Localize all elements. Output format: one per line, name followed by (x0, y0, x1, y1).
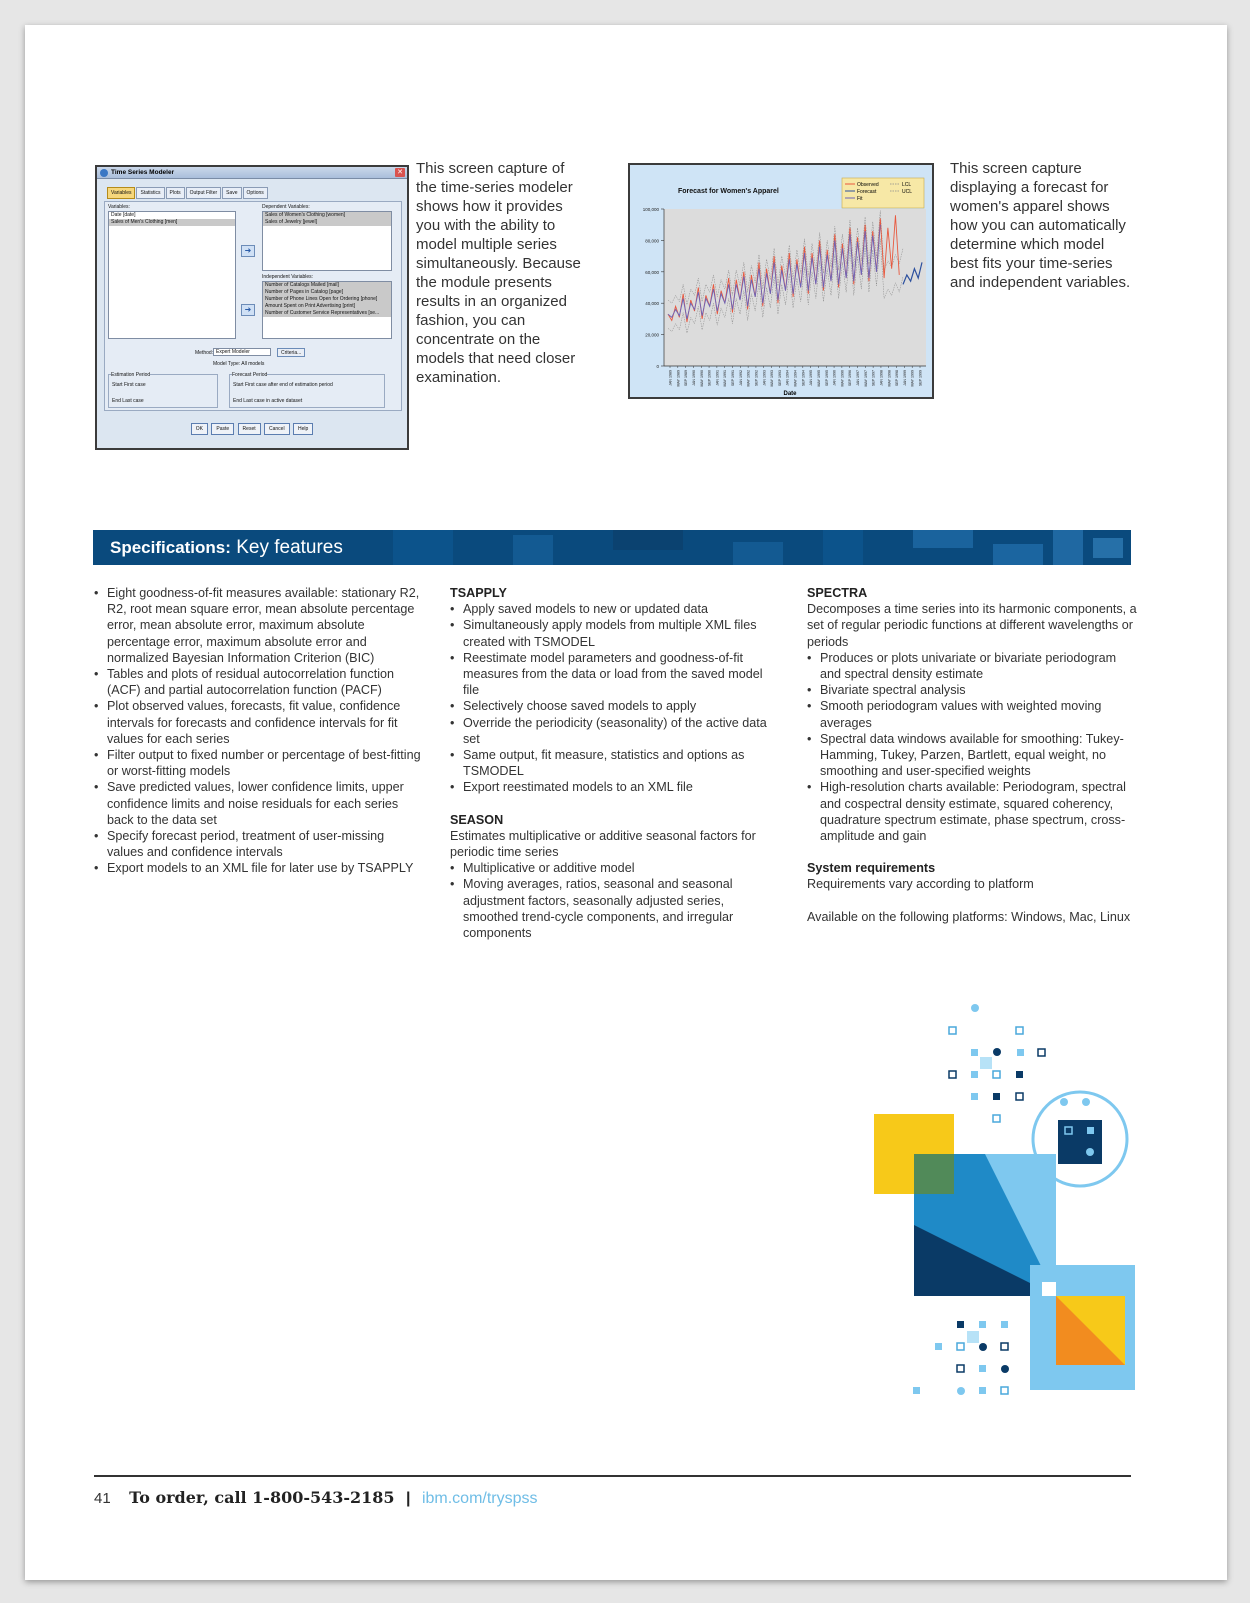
tab-save[interactable]: Save (222, 187, 241, 199)
plot-area (664, 209, 926, 366)
paste-button[interactable]: Paste (211, 423, 234, 435)
x-tick-label: JAN 1993 (762, 370, 767, 386)
variables-label: Variables: (108, 204, 130, 210)
ok-button[interactable]: OK (191, 423, 208, 435)
help-button[interactable]: Help (293, 423, 313, 435)
banner-title (110, 537, 343, 559)
decorative-squares-graphic (845, 995, 1135, 1405)
forecast-period-label: Forecast Period (232, 372, 268, 378)
independent-label: Independent Variables: (262, 274, 314, 280)
y-tick-label: 40,000 (645, 301, 659, 307)
list-item[interactable]: Number of Pages in Catalog [page] (263, 289, 391, 296)
forecast-start: Start First case after end of estimation period (233, 382, 333, 388)
list-item: • Produces or plots univariate or bivariate periodogram and spectral density estimate (807, 650, 1137, 682)
time-series-modeler-screenshot (95, 165, 409, 450)
app-icon (100, 169, 108, 177)
x-tick-label: JAN 1991 (715, 370, 720, 386)
spectra-heading: SPECTRA (807, 586, 868, 600)
list-item[interactable]: Sales of Men's Clothing [men] (109, 219, 235, 226)
platforms-text: Available on the following platforms: Windows, Mac, Linux (807, 909, 1131, 924)
x-tick-label: SEP 1994 (801, 370, 806, 387)
column-spectra (807, 585, 1137, 925)
tsapply-heading: TSAPPLY (450, 586, 507, 600)
list-item[interactable]: Number of Customer Service Representatives [se... (263, 310, 391, 317)
move-to-independent-button[interactable]: ➜ (241, 304, 255, 316)
column-features (94, 585, 422, 877)
spectra-list (807, 650, 1137, 844)
season-heading: SEASON (450, 812, 504, 827)
list-item: • Export models to an XML file for later use by TSAPPLY (94, 860, 422, 876)
list-item: • Smooth periodogram values with weighted moving averages (807, 698, 1137, 730)
list-item: • Plot observed values, forecasts, fit value, confidence intervals for forecasts and confidence intervals for fit values for each series (94, 698, 422, 747)
list-item: • Apply saved models to new or updated data (450, 601, 780, 617)
specifications-banner (93, 530, 1131, 565)
x-tick-label: JAN 1999 (902, 370, 907, 386)
list-item[interactable]: Amount Spent on Print Advertising [print] (263, 303, 391, 310)
dependent-list[interactable] (262, 211, 392, 271)
list-item: • Moving averages, ratios, seasonal and seasonal adjustment factors, seasonally adjusted series, smoothed trend-cycle components, and irregular components (450, 876, 780, 941)
list-item: • Specify forecast period, treatment of user-missing values and confidence intervals (94, 828, 422, 860)
system-requirements-text: Requirements vary according to platform (807, 877, 1034, 892)
variables-panel (104, 201, 402, 411)
dialog-tabs (107, 187, 268, 199)
footer-separator: | (406, 1490, 411, 1507)
features-list (94, 585, 422, 877)
dialog-titlebar (97, 167, 407, 179)
column-tsapply-season (450, 585, 780, 941)
method-select[interactable]: Expert Modeler (213, 348, 271, 356)
dialog-title: Time Series Modeler (111, 169, 175, 176)
x-tick-label: SEP 1991 (731, 370, 735, 387)
forecast-chart-screenshot (628, 163, 934, 399)
x-axis-label: Date (783, 391, 797, 397)
system-requirements-heading: System requirements (807, 861, 936, 876)
x-tick-label: MAY 1992 (746, 370, 751, 387)
footer-rule (94, 1475, 1131, 1477)
season-list (450, 860, 780, 941)
x-tick-label: SEP 1997 (871, 370, 876, 387)
list-item[interactable]: Sales of Jewelry [jewel] (263, 219, 391, 226)
list-item: • Save predicted values, lower confidence limits, upper confidence limits and noise residuals for each series back to the data set (94, 779, 422, 828)
list-item: • Eight goodness-of-fit measures available: stationary R2, R2, root mean square error, mean absolute percentage error, mean absolute error, maximum absolute percentage error, maximum absolute error and normalized Bayesian Information Criterion (BIC) (94, 585, 422, 666)
x-tick-label: JAN 1990 (691, 370, 696, 386)
tab-plots[interactable]: Plots (166, 187, 185, 199)
list-item: • Reestimate model parameters and goodness-of-fit measures from the data or load from the saved model file (450, 650, 780, 699)
list-item[interactable]: Number of Phone Lines Open for Ordering [phone] (263, 296, 391, 303)
forecast-period-group (229, 374, 385, 408)
y-tick-label: 20,000 (645, 332, 659, 338)
legend-fit: Fit (857, 196, 863, 202)
list-item: • Same output, fit measure, statistics and options as TSMODEL (450, 747, 780, 779)
x-tick-label: MAY 1989 (676, 370, 681, 387)
list-item: • High-resolution charts available: Periodogram, spectral and cospectral density estimate, squared coherency, quadrature spectrum estimate, phase spectrum, cross-amplitude and gain (807, 779, 1137, 844)
list-item: • Override the periodicity (seasonality) of the active data set (450, 715, 780, 747)
dependent-label: Dependent Variables: (262, 204, 310, 210)
forecast-chart (630, 165, 932, 397)
tab-variables[interactable]: Variables (107, 187, 135, 199)
dialog-button-bar (97, 423, 407, 435)
footer-link[interactable]: ibm.com/tryspss (421, 1490, 538, 1507)
reset-button[interactable]: Reset (238, 423, 261, 435)
x-tick-label: JAN 1995 (809, 370, 814, 386)
legend-forecast: Forecast (857, 189, 877, 195)
page-number: 41 (94, 1490, 111, 1507)
banner-title-bold: Specifications: (110, 538, 231, 557)
y-tick-label: 100,000 (642, 207, 659, 212)
list-item: • Selectively choose saved models to apply (450, 698, 780, 714)
order-phone: To order, call 1-800-543-2185 (129, 1488, 395, 1507)
x-tick-label: MAY 1995 (816, 370, 821, 387)
y-tick-label: 80,000 (645, 238, 659, 244)
x-tick-label: MAY 1994 (793, 370, 798, 387)
x-tick-label: JAN 1994 (785, 370, 790, 386)
list-item: • Bivariate spectral analysis (807, 682, 1137, 698)
move-to-dependent-button[interactable]: ➜ (241, 245, 255, 257)
list-item: • Filter output to fixed number or percentage of best-fitting or worst-fitting models (94, 747, 422, 779)
x-tick-label: MAY 1998 (887, 370, 892, 387)
x-tick-label: SEP 1993 (777, 370, 782, 387)
brochure-page (25, 25, 1227, 1580)
list-item: • Export reestimated models to an XML file (450, 779, 780, 795)
x-tick-label: JAN 1996 (832, 370, 837, 386)
x-tick-label: SEP 1995 (824, 370, 829, 387)
spectra-description: Decomposes a time series into its harmonic components, a set of regular periodic functions at different wavelengths or periods (807, 602, 1137, 649)
y-tick-label: 0 (656, 364, 659, 369)
legend-observed: Observed (857, 182, 879, 188)
variables-list[interactable] (108, 211, 236, 339)
x-tick-label: SEP 1996 (848, 370, 853, 387)
x-tick-label: JAN 1992 (738, 370, 743, 386)
list-item: • Tables and plots of residual autocorrelation function (ACF) and partial autocorrelation function (PACF) (94, 666, 422, 698)
list-item[interactable]: Number of Catalogs Mailed [mail] (263, 282, 391, 289)
estimation-period-label: Estimation Period (111, 372, 151, 378)
y-tick-label: 60,000 (645, 269, 659, 275)
x-tick-label: MAY 1999 (910, 370, 915, 387)
x-tick-label: MAY 1996 (840, 370, 845, 387)
legend-lcl: LCL (902, 182, 912, 188)
x-tick-label: MAY 1997 (863, 370, 868, 387)
cancel-button[interactable]: Cancel (264, 423, 290, 435)
tab-output-filter[interactable]: Output Filter (186, 187, 222, 199)
x-tick-label: JAN 1989 (668, 370, 673, 386)
footer (94, 1488, 538, 1508)
caption-right: This screen capture displaying a forecast for women's apparel shows how you can automatically determine which model best fits your time-series and independent variables. (950, 160, 1131, 291)
x-tick-label: SEP 1989 (684, 370, 689, 387)
estimation-period-group (108, 374, 218, 408)
x-tick-label: SEP 1998 (895, 370, 900, 387)
list-item[interactable]: Sales of Women's Clothing [women] (263, 212, 391, 219)
independent-list[interactable] (262, 281, 392, 339)
estimation-end: End Last case (112, 398, 144, 404)
x-tick-label: MAY 1991 (723, 370, 728, 387)
list-item: • Spectral data windows available for smoothing: Tukey-Hamming, Tukey, Parzen, Bartlett, equal weight, no smoothing and user-specified weights (807, 731, 1137, 780)
forecast-end: End Last case in active dataset (233, 398, 303, 404)
model-type-text: Model Type: All models (213, 361, 265, 367)
estimation-start: Start First case (112, 382, 146, 388)
y-axis (643, 207, 664, 369)
x-tick-label: MAY 1993 (770, 370, 775, 387)
tab-options[interactable]: Options (243, 187, 268, 199)
method-label: Method: (195, 350, 214, 356)
x-tick-label: SEP 1990 (707, 370, 712, 387)
list-item: • Simultaneously apply models from multiple XML files created with TSMODEL (450, 617, 780, 649)
caption-left: This screen capture of the time-series modeler shows how it provides you with the ability to model multiple series simultaneously. Because the module presents results in an organized fashion, you can concentrate on the models that need closer examination. (416, 160, 581, 386)
tab-statistics[interactable]: Statistics (136, 187, 164, 199)
x-tick-label: SEP 1999 (918, 370, 923, 387)
close-icon[interactable]: ✕ (395, 168, 405, 177)
season-description: Estimates multiplicative or additive seasonal factors for periodic time series (450, 828, 756, 860)
criteria-button[interactable]: Criteria... (277, 348, 305, 357)
x-tick-label: SEP 1992 (754, 370, 759, 387)
x-tick-label: JAN 1998 (879, 370, 884, 386)
x-tick-label: JAN 1997 (856, 370, 860, 386)
tsapply-list (450, 601, 780, 795)
x-tick-label: MAY 1990 (699, 370, 704, 387)
list-item: • Multiplicative or additive model (450, 860, 780, 876)
chart-legend (842, 178, 924, 208)
list-item[interactable]: Date [date] (111, 212, 136, 218)
banner-title-rest: Key features (230, 537, 343, 558)
legend-ucl: UCL (902, 189, 913, 195)
chart-title: Forecast for Women's Apparel (678, 188, 779, 195)
